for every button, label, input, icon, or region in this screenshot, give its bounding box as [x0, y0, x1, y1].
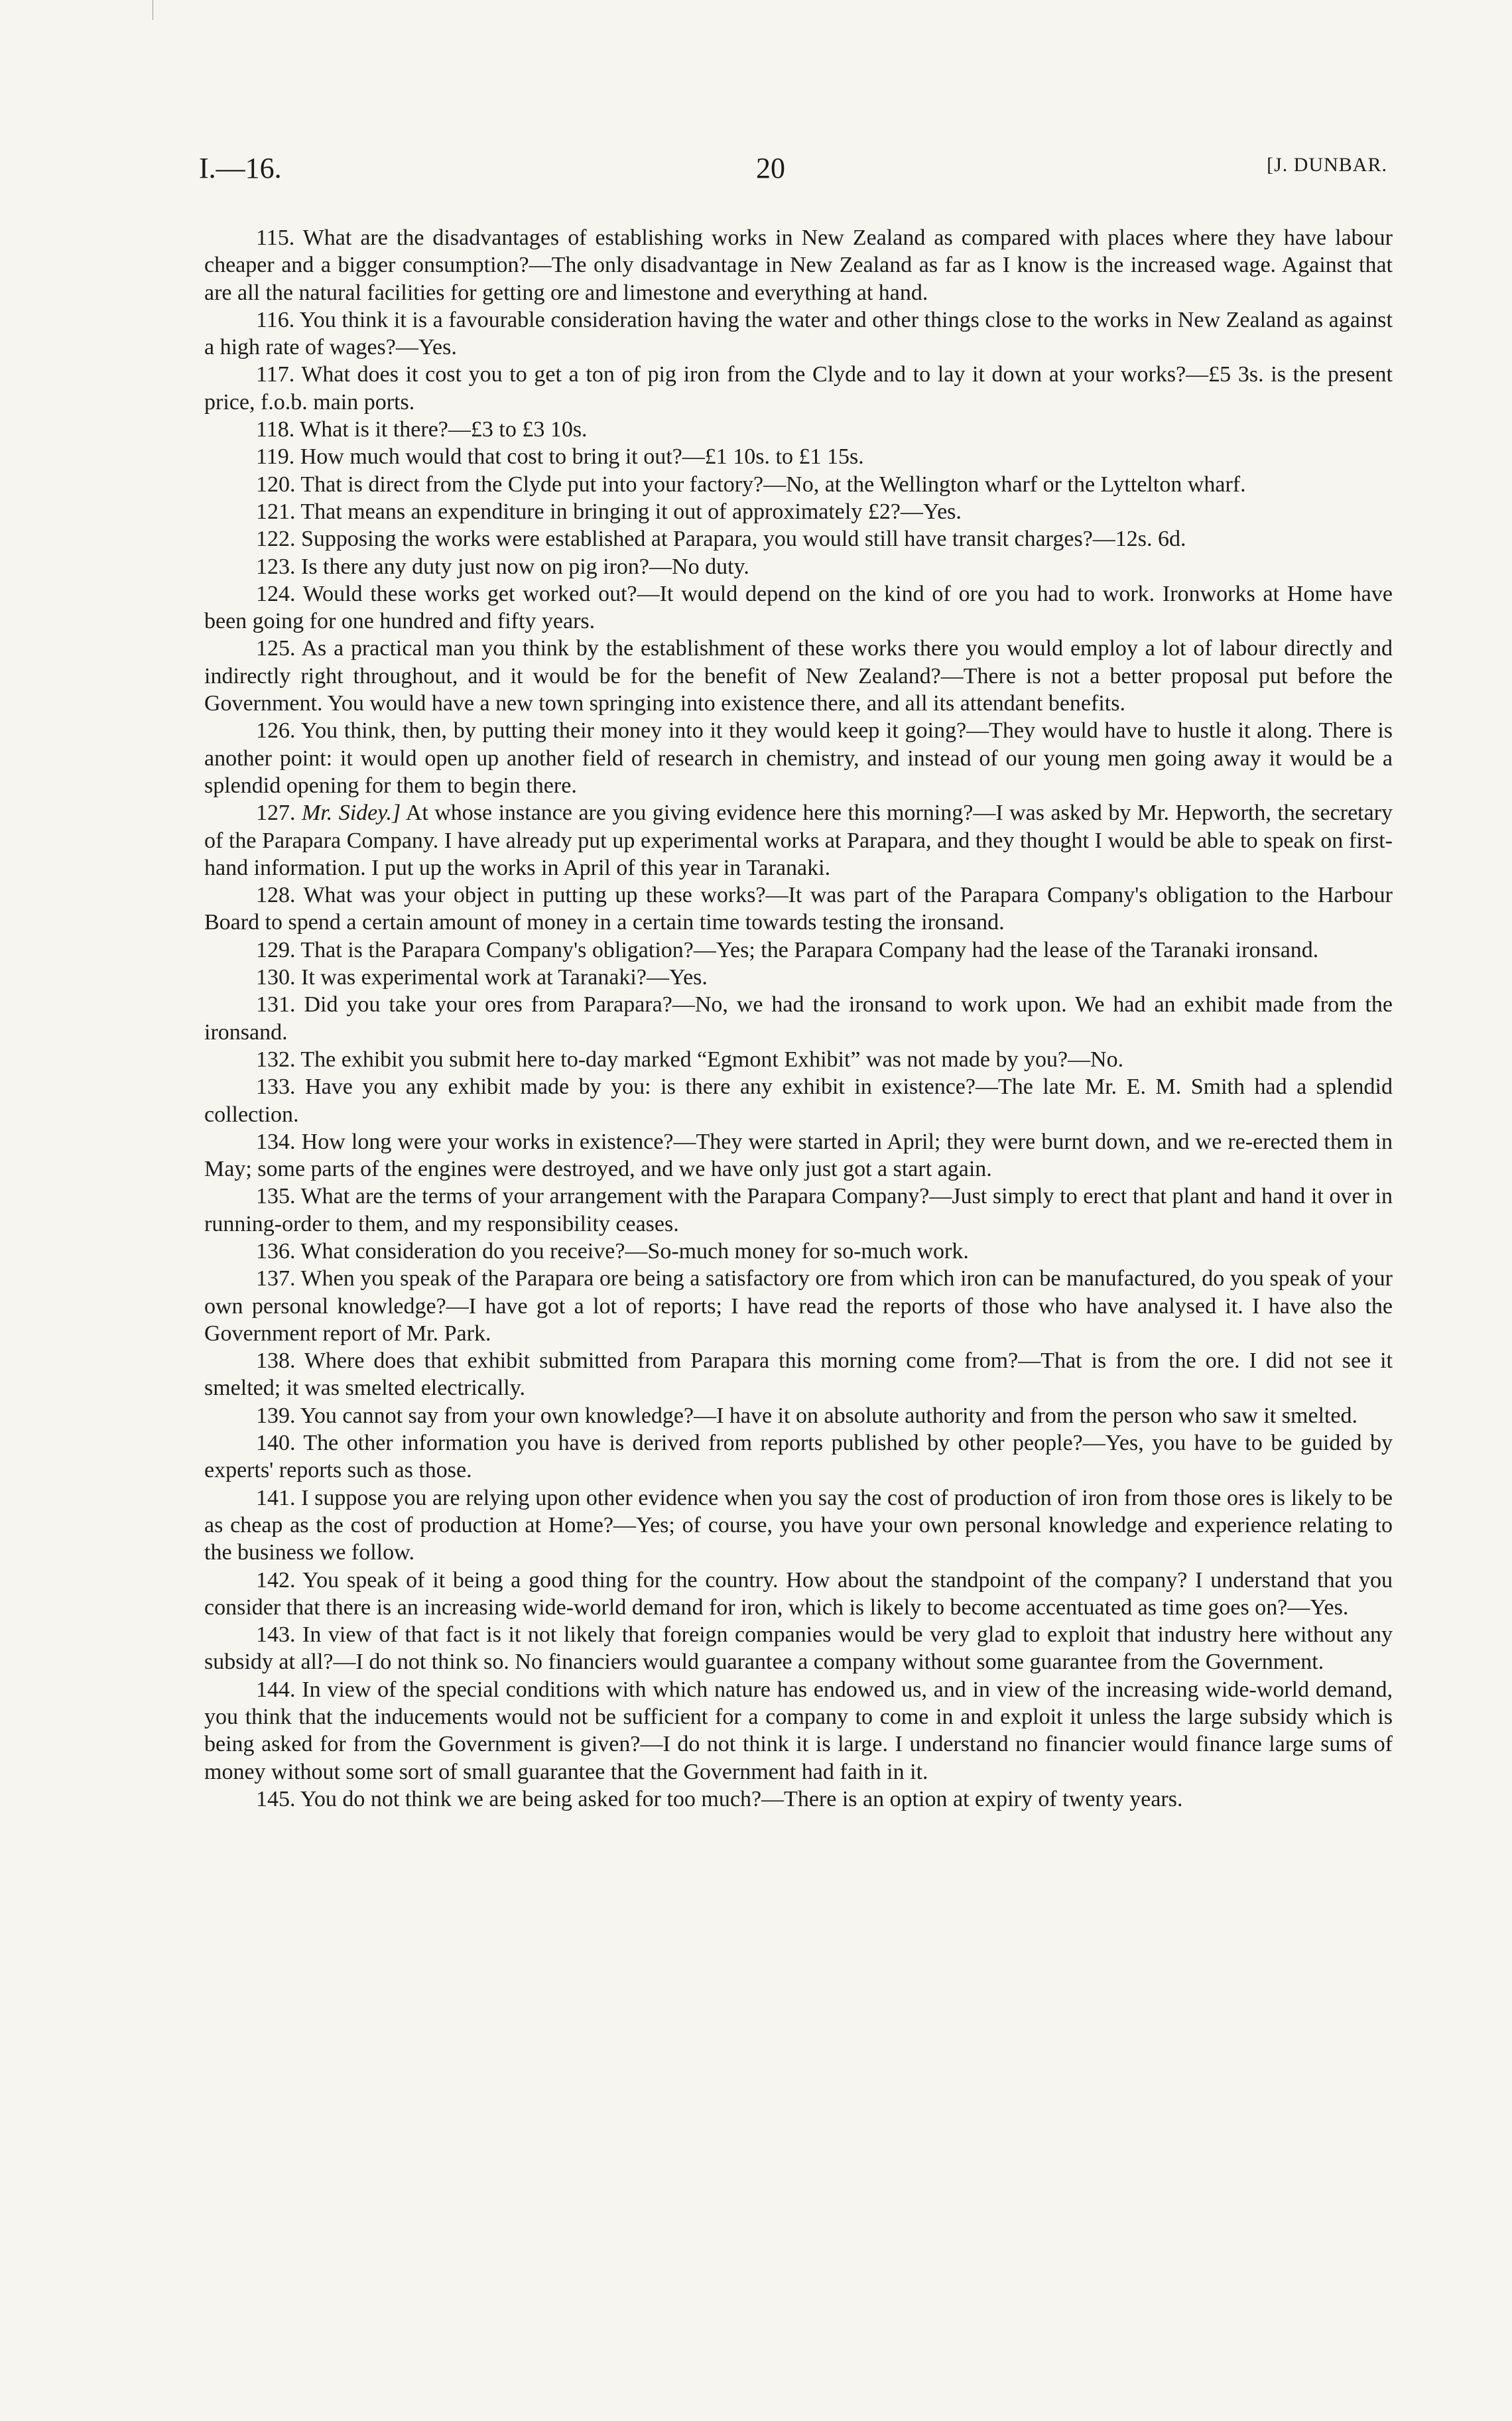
question-answer-text: You think, then, by putting their money into it they would keep it going?—They would have to hustle it along. There is another point: it would open up another field of research in chemistry, and instead of our young men going away it would be a splendid opening for them to begin there.: [204, 718, 1393, 798]
question-answer-paragraph: [204, 1786, 1393, 1813]
question-answer-paragraph: [204, 224, 1393, 306]
question-answer-paragraph: [204, 717, 1393, 799]
question-answer-paragraph: [204, 1567, 1393, 1622]
question-answer-text: In view of the special conditions with which nature has endowed us, and in view of the increasing wide-world demand, you think that the inducements would not be sufficient for a company to come in and exploit it unless the large subsidy which is being asked for from the Government is given?—I do not think it is large. I understand no financier would finance large sums of money without some sort of small guarantee that the Government had faith in it.: [204, 1677, 1393, 1784]
question-answer-text: The other information you have is derived from reports published by other people?—Yes, you have to be guided by experts' reports such as those.: [204, 1431, 1393, 1483]
question-answer-text: What is it there?—£3 to £3 10s.: [300, 417, 588, 442]
paper-reference: I.—16.: [199, 152, 282, 184]
question-number: 140.: [256, 1431, 296, 1456]
question-number: 142.: [256, 1567, 296, 1593]
evidence-body: [204, 224, 1393, 1813]
question-answer-paragraph: [204, 361, 1393, 416]
question-answer-paragraph: [204, 799, 1393, 882]
question-answer-paragraph: [204, 1128, 1393, 1183]
question-number: 118.: [256, 417, 295, 442]
question-answer-text: What are the terms of your arrangement with the Parapara Company?—Just simply to erect that plant and hand it over in running-order to them, and my responsibility ceases.: [204, 1184, 1393, 1236]
question-answer-paragraph: [204, 416, 1393, 443]
question-number: 126.: [256, 718, 296, 744]
question-number: 121.: [256, 499, 296, 524]
question-number: 123.: [256, 554, 296, 579]
question-answer-paragraph: [204, 882, 1393, 937]
question-answer-text: What are the disadvantages of establishing works in New Zealand as compared with places where they have labour cheaper and a bigger consumption?—The only disadvantage in New Zealand as far as I know is the increased wage. Against that are all the natural facilities for getting ore and limestone and everything at hand.: [204, 226, 1393, 305]
question-number: 143.: [256, 1622, 296, 1648]
question-number: 125.: [256, 636, 296, 661]
question-answer-text: That means an expenditure in bringing it out of approximately £2?—Yes.: [300, 499, 962, 524]
witness-name: [J. DUNBAR.: [1267, 154, 1387, 176]
question-number: 127.: [256, 801, 296, 826]
question-answer-paragraph: [204, 443, 1393, 470]
question-answer-text: Where does that exhibit submitted from Parapara this morning come from?—That is from the ore. I did not see it smelted; it was smelted electrically.: [204, 1348, 1393, 1401]
question-answer-paragraph: [204, 498, 1393, 525]
question-number: 131.: [256, 992, 296, 1017]
question-answer-text: What does it cost you to get a ton of pig iron from the Clyde and to lay it down at your works?—£5 3s. is the present price, f.o.b. main ports.: [204, 362, 1393, 415]
question-answer-text: What was your object in putting up these works?—It was part of the Parapara Company's obligation to the Harbour Board to spend a certain amount of money in a certain time towards testing the ironsand.: [204, 883, 1393, 935]
question-number: 124.: [256, 581, 296, 606]
question-answer-text: You cannot say from your own knowledge?—I have it on absolute authority and from the person who saw it smelted.: [300, 1403, 1357, 1428]
question-number: 136.: [256, 1238, 296, 1264]
question-answer-text: At whose instance are you giving evidence here this morning?—I was asked by Mr. Hepworth, the secretary of the Parapara Company. I have already put up experimental works at Parapara, and they thought I would be able to speak on first-hand information. I put up the works in April of this year in Taranaki.: [204, 801, 1393, 880]
question-answer-paragraph: [204, 471, 1393, 498]
question-answer-paragraph: [204, 1046, 1393, 1073]
question-number: 141.: [256, 1485, 296, 1510]
page-header: [199, 151, 1387, 191]
question-answer-text: You think it is a favourable consideration having the water and other things close to the works in New Zealand as against a high rate of wages?—Yes.: [204, 307, 1393, 360]
question-answer-text: The exhibit you submit here to-day marked “Egmont Exhibit” was not made by you?—No.: [300, 1047, 1124, 1072]
question-answer-text: That is the Parapara Company's obligation?—Yes; the Parapara Company had the lease of the Taranaki ironsand.: [300, 937, 1319, 962]
question-answer-text: Would these works get worked out?—It would depend on the kind of ore you had to work. Ironworks at Home have been going for one hundred and fifty years.: [204, 581, 1393, 634]
question-answer-paragraph: [204, 1484, 1393, 1567]
question-number: 130.: [256, 965, 296, 990]
question-number: 129.: [256, 937, 296, 962]
question-number: 119.: [256, 444, 295, 470]
question-answer-text: Did you take your ores from Parapara?—No, we had the ironsand to work upon. We had an exhibit made from the ironsand.: [204, 992, 1393, 1045]
question-answer-paragraph: [204, 525, 1393, 553]
question-answer-paragraph: [204, 1073, 1393, 1128]
question-answer-text: How long were your works in existence?—They were started in April; they were burnt down, and we re-erected them in May; some parts of the engines were destroyed, and we have only just got a start again.: [204, 1129, 1393, 1182]
question-number: 115.: [256, 226, 295, 250]
question-answer-text: You do not think we are being asked for too much?—There is an option at expiry of twenty years.: [300, 1786, 1183, 1811]
question-number: 122.: [256, 527, 296, 552]
question-number: 117.: [256, 362, 295, 387]
question-answer-text: Is there any duty just now on pig iron?—No duty.: [301, 554, 749, 579]
question-answer-text: You speak of it being a good thing for the country. How about the standpoint of the company? I understand that you consider that there is an increasing wide-world demand for iron, which is likely to become accentuated as time goes on?—Yes.: [204, 1567, 1393, 1620]
question-answer-paragraph: [204, 635, 1393, 717]
question-answer-paragraph: [204, 1265, 1393, 1347]
question-answer-paragraph: [204, 991, 1393, 1046]
speaker-name: Mr. Sidey.]: [301, 801, 401, 826]
question-answer-text: What consideration do you receive?—So-much money for so-much work.: [300, 1238, 969, 1264]
question-number: 135.: [256, 1184, 296, 1209]
page-number: 20: [756, 152, 785, 184]
question-number: 132.: [256, 1047, 296, 1072]
question-answer-paragraph: [204, 1238, 1393, 1265]
question-answer-text: That is direct from the Clyde put into your factory?—No, at the Wellington wharf or the Lyttelton wharf.: [300, 472, 1246, 497]
question-answer-paragraph: [204, 1183, 1393, 1238]
question-answer-text: How much would that cost to bring it out?—£1 10s. to £1 15s.: [300, 444, 864, 470]
question-answer-paragraph: [204, 1676, 1393, 1786]
question-answer-paragraph: [204, 580, 1393, 635]
question-answer-text: In view of that fact is it not likely that foreign companies would be very glad to exploit that industry here without any subsidy at all?—I do not think so. No financiers would guarantee a company without some guarantee from the Government.: [204, 1622, 1393, 1675]
question-answer-text: As a practical man you think by the establishment of these works there you would employ a lot of labour directly and indirectly right throughout, and it would be for the benefit of New Zealand?—There is not a better proposal put before the Government. You would have a new town springing into existence there, and all its attendant benefits.: [204, 636, 1393, 716]
question-answer-paragraph: [204, 1402, 1393, 1429]
question-answer-text: Supposing the works were established at Parapara, you would still have transit charges?—12s. 6d.: [301, 527, 1186, 552]
question-answer-text: When you speak of the Parapara ore being a satisfactory ore from which iron can be manufactured, do you speak of your own personal knowledge?—I have got a lot of reports; I have read the reports of those who have analysed it. I have also the Government report of Mr. Park.: [204, 1266, 1393, 1346]
question-number: 137.: [256, 1266, 296, 1291]
question-answer-paragraph: [204, 1429, 1393, 1484]
question-number: 139.: [256, 1403, 296, 1428]
question-number: 116.: [256, 307, 295, 332]
question-answer-paragraph: [204, 306, 1393, 361]
question-answer-paragraph: [204, 1621, 1393, 1676]
question-number: 144.: [256, 1677, 296, 1702]
question-answer-paragraph: [204, 1347, 1393, 1402]
question-number: 138.: [256, 1348, 296, 1374]
question-number: 145.: [256, 1786, 296, 1811]
question-number: 133.: [256, 1075, 296, 1100]
question-answer-paragraph: [204, 553, 1393, 580]
question-answer-text: I suppose you are relying upon other evidence when you say the cost of production of iron from those ores is likely to be as cheap as the cost of production at Home?—Yes; of course, you have your own personal knowledge and experience relating to the business we follow.: [204, 1485, 1393, 1565]
question-answer-text: It was experimental work at Taranaki?—Yes.: [301, 965, 708, 990]
question-number: 128.: [256, 883, 296, 908]
question-answer-text: Have you any exhibit made by you: is there any exhibit in existence?—The late Mr. E. M. Smith had a splendid collection.: [204, 1075, 1393, 1127]
question-number: 134.: [256, 1129, 296, 1154]
question-number: 120.: [256, 472, 296, 497]
question-answer-paragraph: [204, 937, 1393, 964]
question-answer-paragraph: [204, 964, 1393, 991]
